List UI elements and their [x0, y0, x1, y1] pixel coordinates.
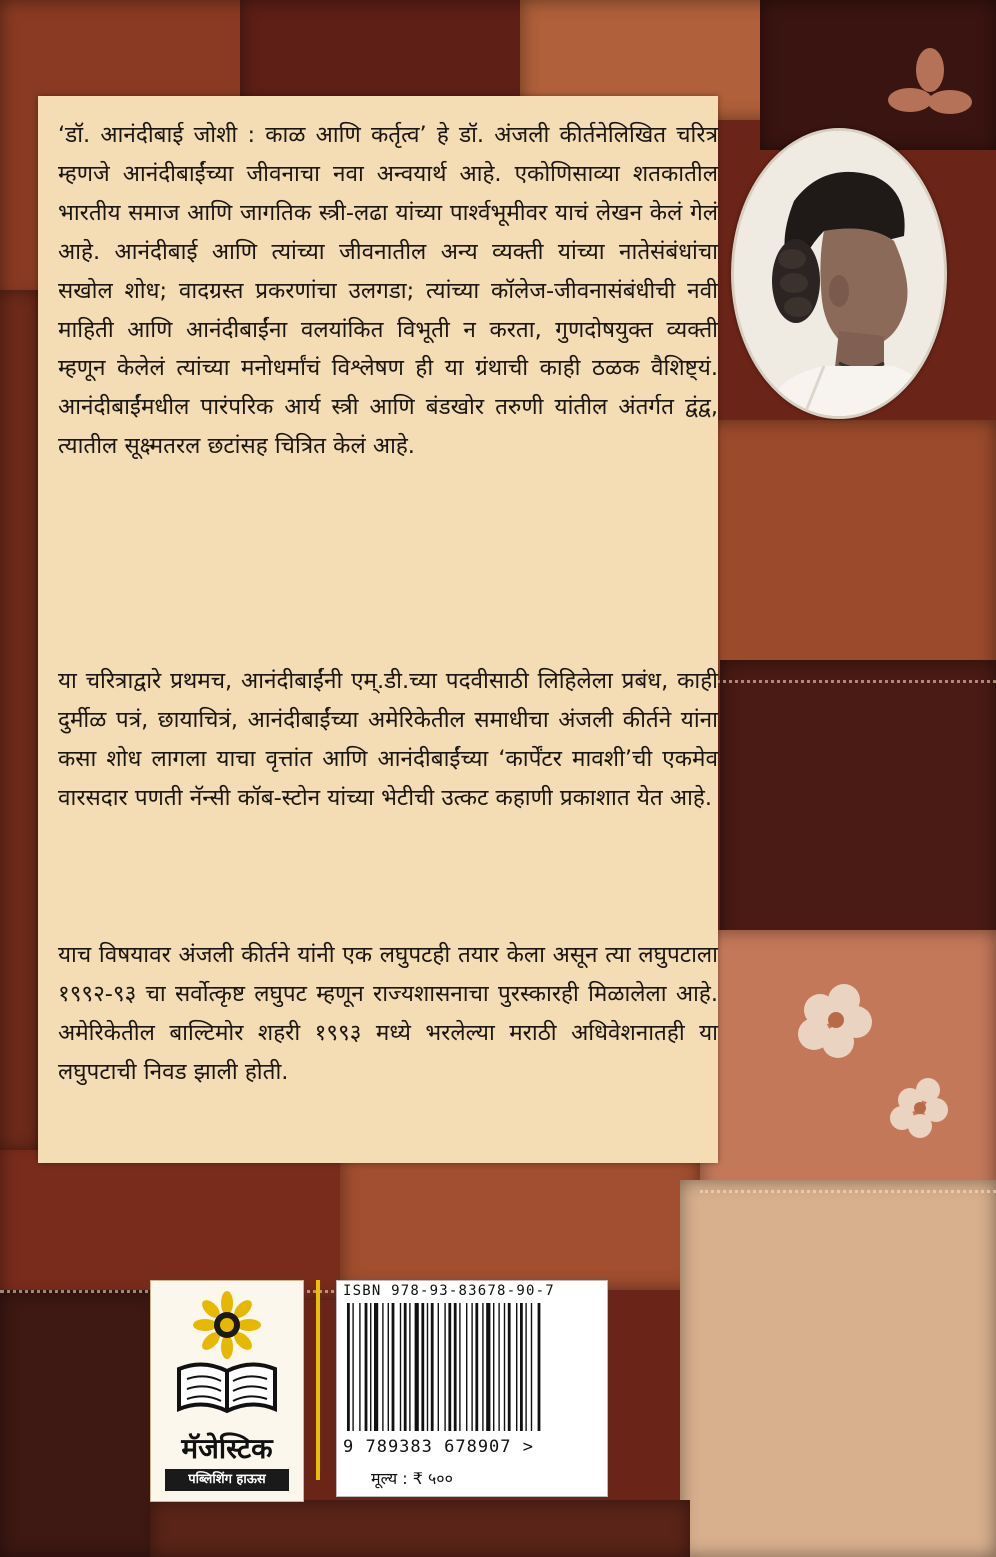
- portrait-image: [734, 131, 944, 416]
- barcode-bars: [345, 1303, 599, 1437]
- price-label: मूल्य : ₹ ५००: [371, 1469, 453, 1488]
- quilt-patch: [240, 0, 540, 110]
- quilt-patch: [0, 1290, 160, 1557]
- description-panel: [38, 96, 718, 1163]
- isbn-label: ISBN 978-93-83678-90-7: [343, 1283, 555, 1299]
- book-sun-logo-icon: [173, 1291, 281, 1421]
- quilt-patch: [0, 290, 40, 1150]
- publisher-logo: [150, 1280, 304, 1502]
- description-paragraph: याच विषयावर अंजली कीर्तने यांनी एक लघुपटही तयार केला असून त्या लघुपटाला १९९२-९३ चा सर्वोत्कृष्ट लघुपट म्हणून राज्यशासनाचा पुरस्कारही मिळालेला आहे. अमेरिकेतील बाल्टिमोर शहरी १९९३ मध्ये भरलेल्या मराठी अधिवेशनातही या लघुपटाची निवड झाली होती.: [58, 942, 718, 1085]
- description-paragraph: या चरित्राद्वारे प्रथमच, आनंदीबाईंनी एम्.डी.च्या पदवीसाठी लिहिलेला प्रबंध, काही दुर्मीळ पत्रं, छायाचित्रं, आनंदीबाईंच्या अमेरिकेतील समाधीचा अंजली कीर्तने यांना कसा शोध लागला याचा वृत्तांत आणि आनंदीबाईंच्या ‘कार्पेंटर मावशी’ची एकमेव वारसदार पणती नॅन्सी कॉब-स्टोन यांच्या भेटीची उत्कट कहाणी प्रकाशात येत आहे.: [58, 668, 718, 811]
- barcode-number: 9 789383 678907 >: [343, 1437, 534, 1457]
- quilt-patch: [680, 1180, 996, 1557]
- flower-motif: [760, 960, 980, 1180]
- quilt-patch: [700, 420, 996, 680]
- author-subject-portrait: [731, 128, 947, 419]
- publisher-name: मॅजेस्टिक: [181, 1432, 273, 1465]
- quilt-stitch: [700, 680, 996, 683]
- quilt-patch: [720, 660, 996, 960]
- publisher-subtitle: पब्लिशिंग हाऊस: [165, 1469, 289, 1491]
- flower-motif: [880, 40, 980, 140]
- description-paragraph: ‘डॉ. आनंदीबाई जोशी : काळ आणि कर्तृत्व’ हे डॉ. अंजली कीर्तनेलिखित चरित्र म्हणजे आनंदीबाईंच्या जीवनाचा नवा अन्वयार्थ आहे. एकोणिसाव्या शतकातील भारतीय समाज आणि जागतिक स्त्री-लढा यांच्या पार्श्वभूमीवर याचं लेखन केलं गेलं आहे. आनंदीबाई आणि त्यांच्या जीवनातील अन्य व्यक्ती यांच्या नातेसंबंधांचा सखोल शोध; वादग्रस्त प्रकरणांचा उलगडा; त्यांच्या कॉलेज-जीवनासंबंधीची नवी माहिती आणि आनंदीबाईंना वलयांकित विभूती न करता, गुणदोषयुक्त व्यक्ती म्हणून केलेलं त्यांच्या मनोधर्मांचं विश्लेषण ही या ग्रंथाची काही ठळक वैशिष्ट्यं. आनंदीबाईंमधील पारंपरिक आर्य स्त्री आणि बंडखोर तरुणी यांतील अंतर्गत द्वंद्व, त्यातील सूक्ष्मतरल छटांसह चित्रित केलं आहे.: [58, 122, 718, 460]
- quilt-patch: [0, 1140, 360, 1300]
- divider-rule: [316, 1280, 320, 1480]
- isbn-barcode-block: [336, 1280, 608, 1497]
- quilt-patch: [340, 1150, 700, 1290]
- quilt-stitch: [700, 1190, 996, 1193]
- quilt-patch: [150, 1500, 690, 1557]
